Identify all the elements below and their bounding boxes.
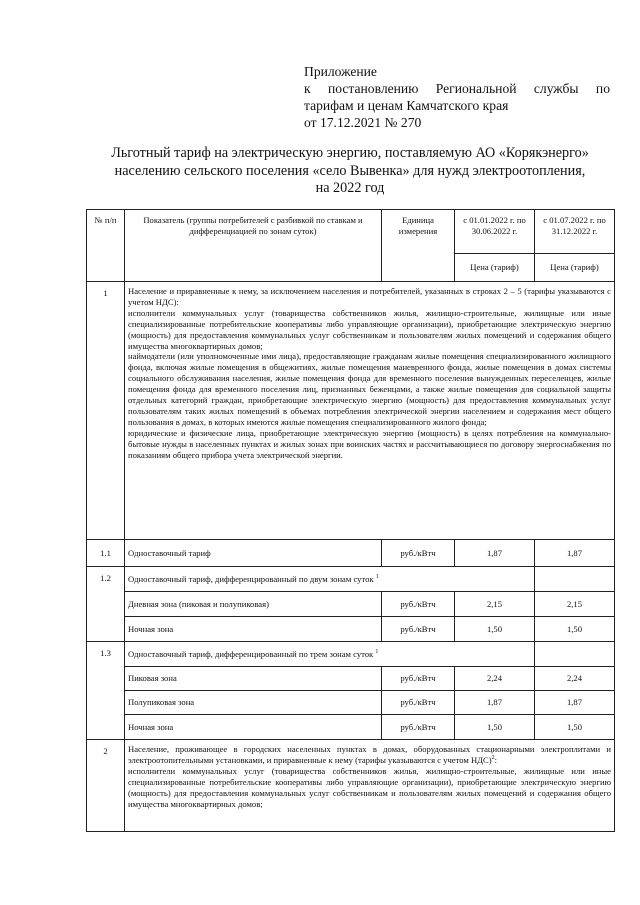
row-1-2-day-value-2: 2,15 (535, 592, 615, 617)
row-1-3-night-value-1: 1,50 (455, 715, 535, 740)
row-1-2-day-label: Дневная зона (пиковая и полупиковая) (125, 592, 382, 617)
header-price-2: Цена (тариф) (535, 254, 615, 282)
row-1-2-label (125, 567, 535, 592)
title-line-2: населению сельского поселения «село Вывенка» для нужд электроотопления, (114, 162, 586, 179)
row-1-2-footnote: 1 (375, 573, 379, 580)
group-1-row (87, 282, 615, 540)
row-1-2-night-label: Ночная зона (125, 617, 382, 642)
group-2-footnote: 2 (491, 755, 495, 762)
row-1-2-day-value-1: 2,15 (455, 592, 535, 617)
group-2-p1-text: Население, проживающее в городских населенных пунктах в домах, оборудованных стационарными электроплитами и электроотопительными установками, и приравненные к нему (тарифы указываются с учетом НДС) (128, 744, 611, 765)
group-2-row (87, 740, 615, 832)
row-1-3-peak-label: Пиковая зона (125, 667, 382, 691)
document-title (70, 145, 630, 198)
group-1-p2: исполнители коммунальных услуг (товарищества собственников жилья, жилищно-строительные, жилищные или иные специализированные потребительские кооперативы либо управляющие организации), приобретающие электрическую энергию (мощность) для предоставления коммунальных услуг собственникам и пользователям жилых помещений и содержания общего имущества многоквартирных домов; (128, 307, 611, 351)
group-2-num: 2 (87, 740, 125, 832)
row-1-3-night-value-2: 1,50 (535, 715, 615, 740)
row-1-2-empty (535, 567, 615, 592)
row-1-3-night (87, 715, 615, 740)
row-1-3-half-label: Полупиковая зона (125, 691, 382, 715)
row-1-1-value-2: 1,87 (535, 540, 615, 567)
row-1-1-unit: руб./кВтч (382, 540, 455, 567)
row-1-3-empty (535, 642, 615, 667)
appendix-authority: тарифам и ценам Камчатского края (304, 98, 509, 113)
row-1-2-day (87, 592, 615, 617)
header-num: № п/п (87, 210, 125, 282)
row-1-2-night-value-2: 1,50 (535, 617, 615, 642)
group-1-p3: наймодатели (или уполномоченные ими лица), предоставляющие гражданам жилые помещения специализированного жилищного фонда, включая жилые помещения в общежитиях, жилые помещения маневренного фонда, жилые помещения в домах системы социального обслуживания населения, жилые помещения фонда для временного поселения вынужденных переселенцев, жилые помещения фонда для временного поселения лиц, признанных беженцами, а также жилые помещения для социальной защиты отдельных категорий граждан, приобретающие электрическую энергию (мощность) для предоставления коммунальных услуг пользователям таких жилых помещений в объемах потребления электрической энергии населением и содержания мест общего пользования в домах, в которых имеются жилые помещения специализированного жилого фонда; (128, 351, 611, 427)
row-1-1-value-1: 1,87 (455, 540, 535, 567)
group-2-description (125, 740, 615, 832)
row-1-3-label (125, 642, 535, 667)
row-1-1-label: Одноставочный тариф (125, 540, 382, 567)
row-1-2-num: 1.2 (87, 567, 125, 642)
group-1-description (125, 282, 615, 540)
row-1-3-peak (87, 667, 615, 691)
row-1-2-night-value-1: 1,50 (455, 617, 535, 642)
row-1-3-num: 1.3 (87, 642, 125, 740)
row-1-3-peak-value-2: 2,24 (535, 667, 615, 691)
row-1-3-footnote: 1 (375, 648, 379, 655)
group-2-p1-end: : (494, 754, 498, 765)
header-row (87, 210, 615, 254)
row-1-3-peak-value-1: 2,24 (455, 667, 535, 691)
row-1-3-label-text: Одноставочный тариф, дифференцированный по трем зонам суток (128, 648, 374, 659)
header-period-2: с 01.07.2022 г. по 31.12.2022 г. (535, 210, 615, 254)
group-1-num: 1 (87, 282, 125, 540)
title-line-1: Льготный тариф на электрическую энергию, поставляемую АО «Корякэнерго» (111, 145, 589, 161)
header-price-1: Цена (тариф) (455, 254, 535, 282)
row-1-2 (87, 567, 615, 592)
row-1-2-night (87, 617, 615, 642)
appendix-label: Приложение (304, 64, 377, 79)
row-1-3-half-unit: руб./кВтч (382, 691, 455, 715)
header-period-1: с 01.01.2022 г. по 30.06.2022 г. (455, 210, 535, 254)
appendix-date-number: от 17.12.2021 № 270 (304, 115, 422, 130)
group-1-p4: юридические и физические лица, приобретающие электрическую энергию (мощность) в целях потребления на коммунально-бытовые нужды в населенных пунктах и жилых зонах при воинских частях и рассчитывающиеся по договору энергоснабжения по показаниям общего прибора учета электрической энергии. (128, 427, 611, 460)
group-2-p1 (128, 744, 611, 766)
row-1-2-night-unit: руб./кВтч (382, 617, 455, 642)
group-1-p1: Население и приравненные к нему, за исключением населения и потребителей, указанных в строках 2 – 5 (тарифы указываются с учетом НДС): (128, 286, 611, 307)
tariff-table (86, 209, 615, 832)
row-1-3-half-value-1: 1,87 (455, 691, 535, 715)
row-1-2-day-unit: руб./кВтч (382, 592, 455, 617)
row-1-3-night-label: Ночная зона (125, 715, 382, 740)
row-1-3 (87, 642, 615, 667)
row-1-3-peak-unit: руб./кВтч (382, 667, 455, 691)
row-1-2-label-text: Одноставочный тариф, дифференцированный по двум зонам суток (128, 573, 374, 584)
appendix-resolution: к постановлению Региональной службы по (304, 81, 610, 96)
appendix-header (304, 63, 610, 131)
row-1-3-half-value-2: 1,87 (535, 691, 615, 715)
row-1-3-half-peak (87, 691, 615, 715)
row-1-1-num: 1.1 (87, 540, 125, 567)
group-2-p2: исполнители коммунальных услуг (товарищества собственников жилья, жилищно-строительные, жилищные или иные специализированные потребительские кооперативы либо управляющие организации), приобретающие электрическую энергию (мощность) для предоставления коммунальных услуг собственникам и пользователям жилых помещений и содержания общего имущества многоквартирных домов; (128, 765, 611, 809)
row-1-3-night-unit: руб./кВтч (382, 715, 455, 740)
header-unit: Единица измерения (382, 210, 455, 282)
title-line-3: на 2022 год (315, 180, 385, 196)
row-1-1 (87, 540, 615, 567)
header-indicator: Показатель (группы потребителей с разбивкой по ставкам и дифференциацией по зонам суток) (125, 210, 382, 282)
